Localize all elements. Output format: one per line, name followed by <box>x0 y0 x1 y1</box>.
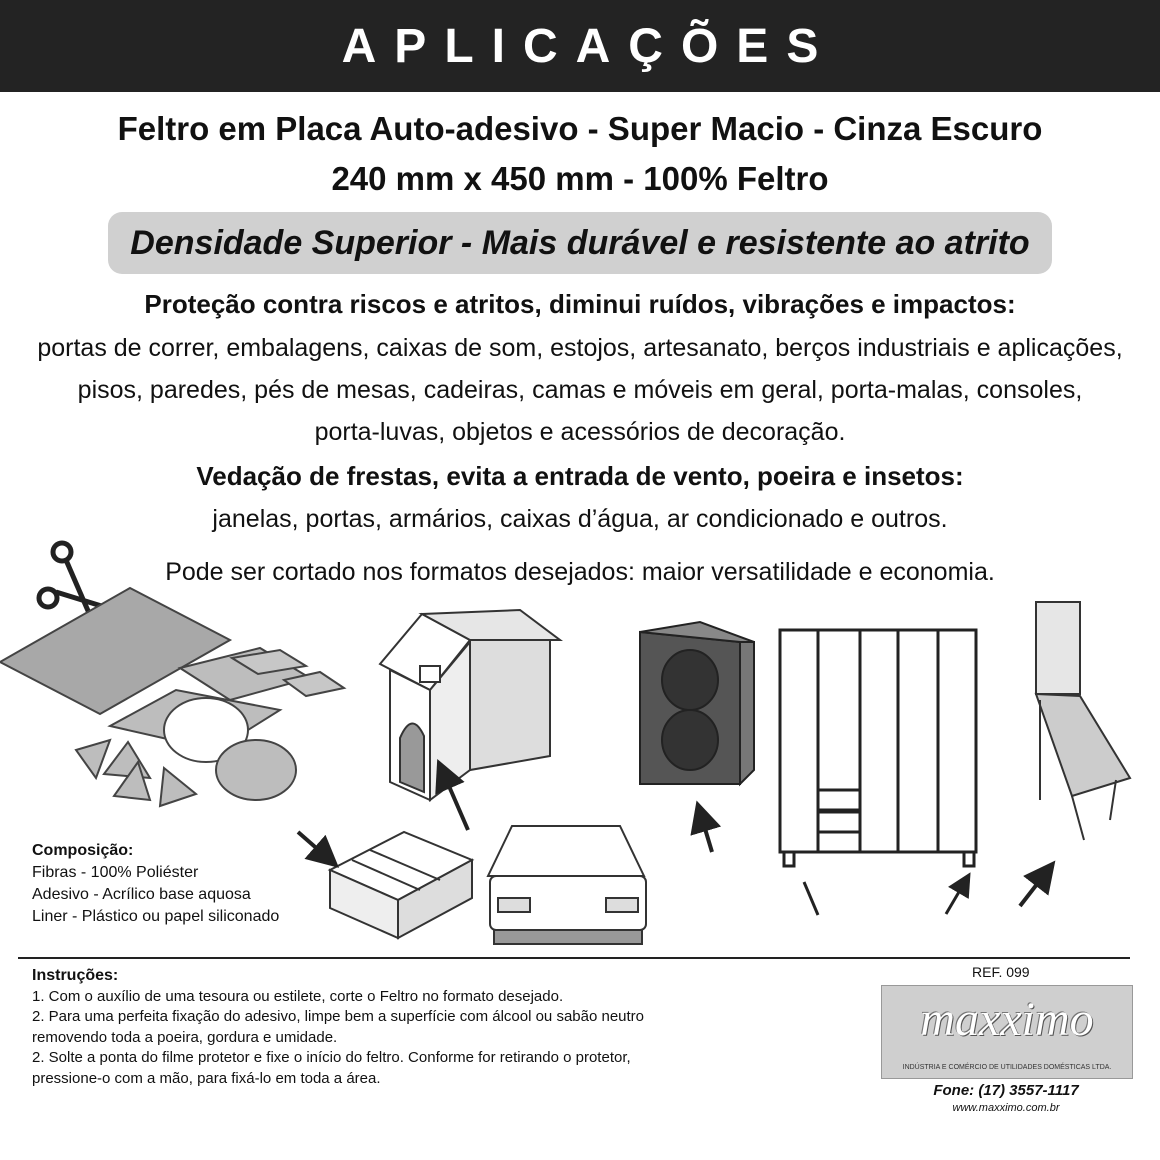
page-title: APLICAÇÕES <box>341 19 837 73</box>
product-name: Feltro em Placa Auto-adesivo - Super Macio - Cinza Escuro <box>117 110 1043 147</box>
brand-logo <box>881 985 1133 1079</box>
protection-heading: Proteção contra riscos e atritos, diminui ruídos, vibrações e impactos: <box>144 289 1016 319</box>
highlight-pill <box>108 212 1052 274</box>
logo-tagline: INDÚSTRIA E COMÉRCIO DE UTILIDADES DOMÉSTICAS LTDA. <box>902 1064 1112 1071</box>
product-size: 240 mm x 450 mm - 100% Feltro <box>331 160 829 197</box>
divider <box>18 957 1130 959</box>
wardrobe <box>780 630 976 866</box>
arrow-icon <box>700 812 712 852</box>
instructions-block <box>32 966 862 1089</box>
protection-line: portas de correr, embalagens, caixas de som, estojos, artesanato, berços industriais e aplicações, <box>37 334 1123 362</box>
arrow-icon <box>1020 870 1048 906</box>
protection-line: pisos, paredes, pés de mesas, cadeiras, camas e móveis em geral, porta-malas, consoles, <box>77 376 1083 404</box>
website-link[interactable]: www.maxximo.com.br <box>952 1102 1060 1114</box>
instruction-line: 2. Para uma perfeita fixação do adesivo, limpe bem a superfície com álcool ou sabão neutro <box>32 1008 645 1025</box>
title-banner <box>0 0 1160 92</box>
composition-heading: Composição: <box>32 842 134 859</box>
reference-code: REF. 099 <box>972 964 1030 980</box>
doghouse <box>380 610 560 800</box>
instructions-heading: Instruções: <box>32 967 119 984</box>
felt-sheet-shapes <box>0 588 344 806</box>
phone-number: Fone: (17) 3557-1117 <box>933 1082 1079 1099</box>
sealing-heading: Vedação de frestas, evita a entrada de vento, poeira e insetos: <box>196 461 964 491</box>
composition-line: Liner - Plástico ou papel siliconado <box>32 908 280 925</box>
composition-line: Adesivo - Acrílico base aquosa <box>32 886 251 903</box>
sealing-line: janelas, portas, armários, caixas d’água, ar condicionado e outros. <box>212 505 948 533</box>
arrow-icon <box>298 832 330 860</box>
arrow-icon <box>946 880 966 914</box>
chair <box>1036 602 1130 840</box>
composition-line: Fibras - 100% Poliéster <box>32 864 199 881</box>
protection-line: porta-luvas, objetos e acessórios de decoração. <box>314 418 846 446</box>
instruction-line: pressione-o com a mão, para fixá-lo em toda a área. <box>32 1069 381 1087</box>
composition-block <box>32 840 279 928</box>
instruction-line: 1. Com o auxílio de uma tesoura ou estilete, corte o Feltro no formato desejado. <box>32 987 564 1005</box>
logo-wordmark: maxximo <box>920 993 1094 1046</box>
instruction-line: removendo toda a poeira, gordura e umidade. <box>32 1028 338 1046</box>
cut-note: Pode ser cortado nos formatos desejados: maior versatilidade e economia. <box>165 558 995 586</box>
drawer-box <box>330 832 472 938</box>
instruction-line: 2. Solte a ponta do filme protetor e fixe o início do feltro. Conforme for retirando o protetor, <box>32 1049 631 1066</box>
highlight-text: Densidade Superior - Mais durável e resistente ao atrito <box>130 223 1030 262</box>
car <box>488 826 646 944</box>
speaker-box <box>640 622 754 784</box>
arrow-icon <box>804 882 818 915</box>
